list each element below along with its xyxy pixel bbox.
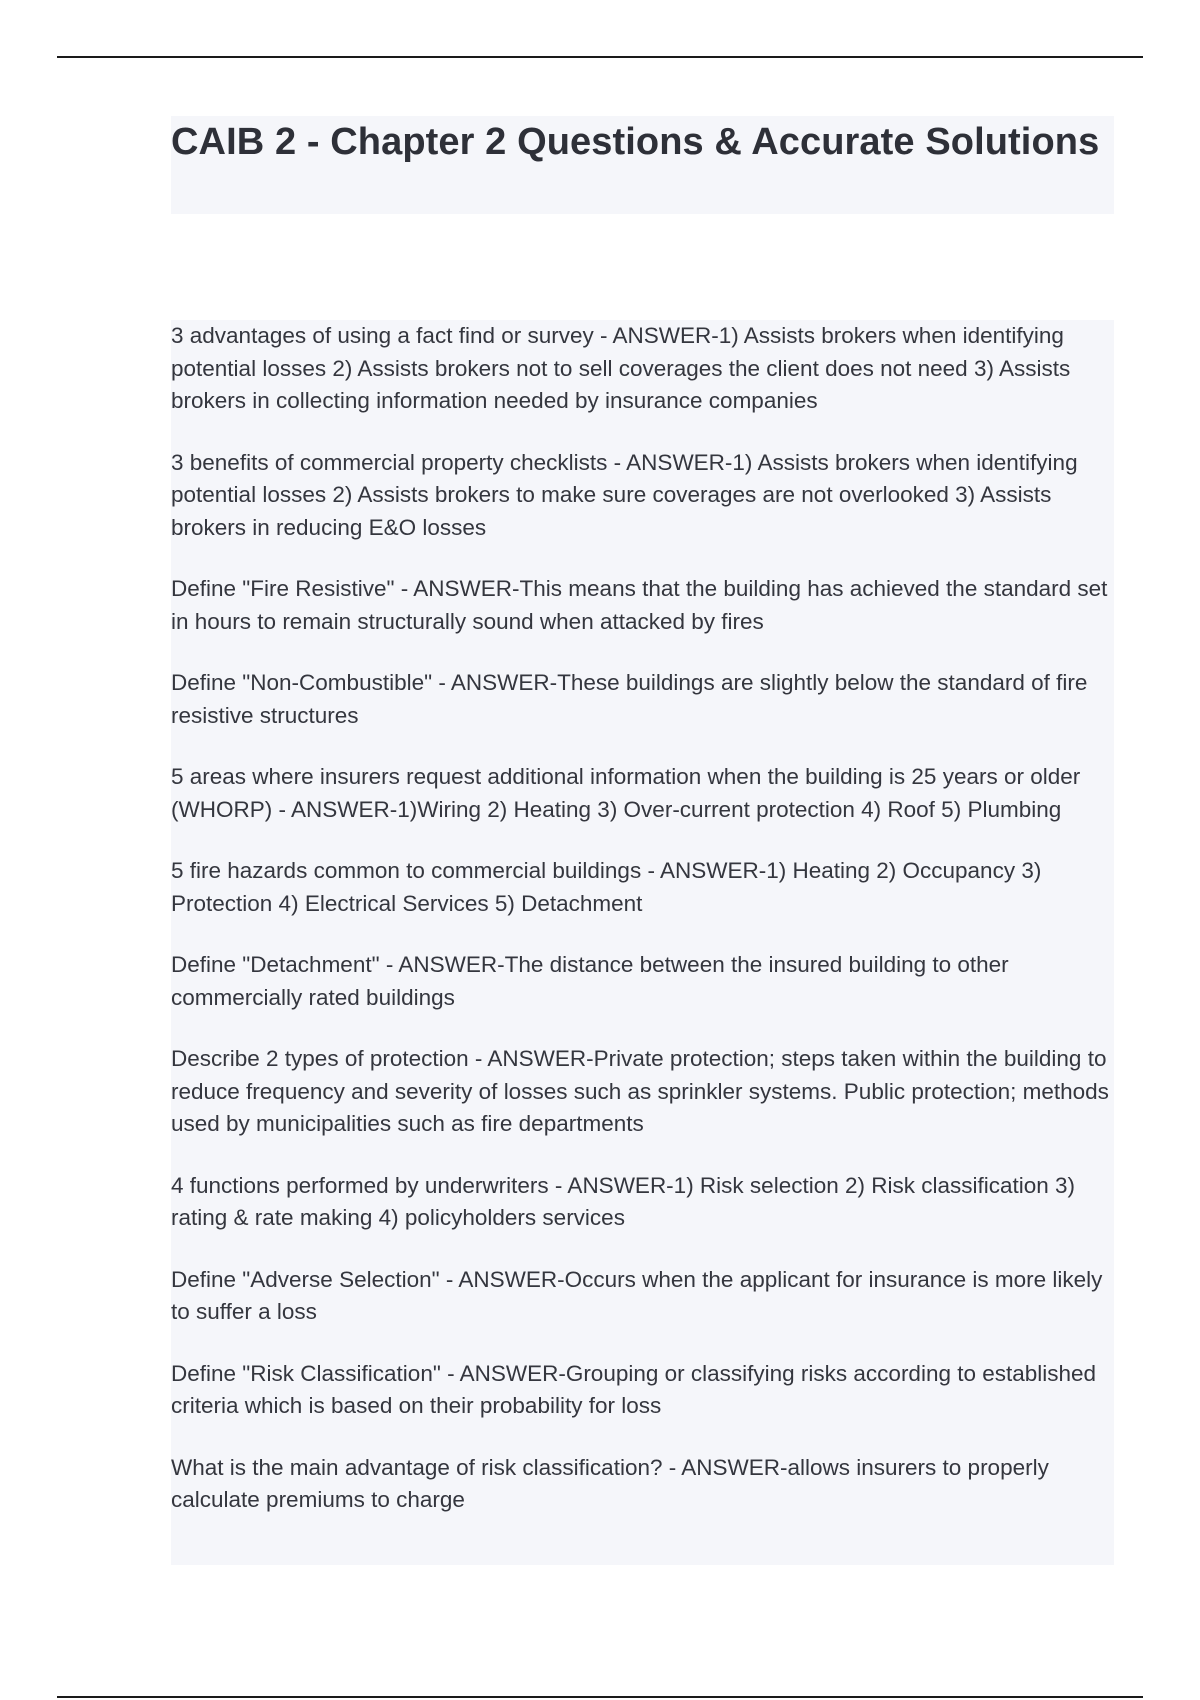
qa-item: Describe 2 types of protection - ANSWER-Private protection; steps taken within the building to reduce frequency and severity of losses such as sprinkler systems. Public protection; methods used by municipalities such as fire departments (171, 1046, 1109, 1136)
qa-item: 3 advantages of using a fact find or survey - ANSWER-1) Assists brokers when identifying potential losses 2) Assists brokers not to sell coverages the client does not need 3) Assists brokers in collecting information needed by insurance companies (171, 323, 1071, 413)
qa-item: Define "Detachment" - ANSWER-The distance between the insured building to other commercially rated buildings (171, 952, 1009, 1010)
qa-item: Define "Adverse Selection" - ANSWER-Occurs when the applicant for insurance is more likely to suffer a loss (171, 1266, 1103, 1324)
qa-item: Define "Non-Combustible" - ANSWER-These buildings are slightly below the standard of fire resistive structures (171, 670, 1088, 728)
qa-item: Define "Risk Classification" - ANSWER-Grouping or classifying risks according to established criteria which is based on their probability for loss (171, 1360, 1097, 1418)
qa-item: 4 functions performed by underwriters - ANSWER-1) Risk selection 2) Risk classification 3) rating & rate making 4) policyholders services (171, 1172, 1076, 1230)
qa-list (171, 320, 1114, 1565)
qa-item: Define "Fire Resistive" - ANSWER-This means that the building has achieved the standard set in hours to remain structurally sound when attacked by fires (171, 576, 1108, 634)
top-rule (57, 56, 1143, 58)
title-block (171, 116, 1114, 214)
page-title: CAIB 2 - Chapter 2 Questions & Accurate Solutions (171, 121, 1100, 163)
bottom-rule (57, 1696, 1143, 1698)
qa-item: 5 areas where insurers request additional information when the building is 25 years or older (WHORP) - ANSWER-1)Wiring 2) Heating 3) Over-current protection 4) Roof 5) Plumbing (171, 764, 1081, 822)
qa-item: 5 fire hazards common to commercial buildings - ANSWER-1) Heating 2) Occupancy 3) Protection 4) Electrical Services 5) Detachment (171, 858, 1042, 916)
qa-item: 3 benefits of commercial property checklists - ANSWER-1) Assists brokers when identifying potential losses 2) Assists brokers to make sure coverages are not overlooked 3) Assists brokers in reducing E&O losses (171, 449, 1078, 540)
qa-item: What is the main advantage of risk classification? - ANSWER-allows insurers to properly calculate premiums to charge (171, 1454, 1049, 1512)
